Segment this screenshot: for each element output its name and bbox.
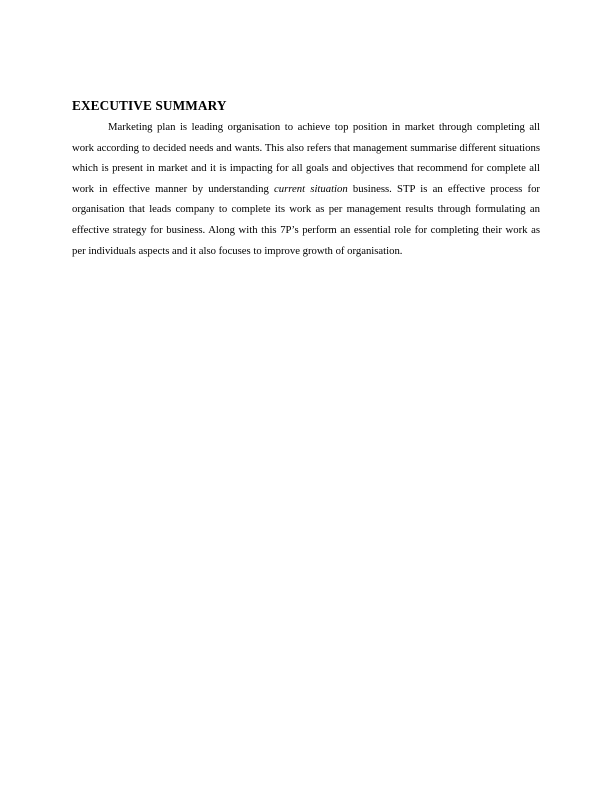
paragraph-text-end: business. STP is an effective process for organisation that leads company to complete its work as per management results through formulating an effective strategy for business. Along with this 7P’s perform an essential role for completing their work as per individuals aspects and it also focuses to improve growth of organisation. (72, 182, 540, 257)
paragraph-text-start: Marketing plan is leading organisation to achieve top position in market through completing all work according to decided needs and wants. This also refers that management summarise different situations which is present in market and it is impacting for all goals and objectives that recommend for complete all work in effective manner by understanding (72, 121, 540, 195)
summary-paragraph (72, 117, 540, 261)
paragraph-italic-phrase: current situation (274, 182, 348, 195)
document-body (72, 97, 540, 261)
section-heading: EXECUTIVE SUMMARY (72, 98, 227, 113)
